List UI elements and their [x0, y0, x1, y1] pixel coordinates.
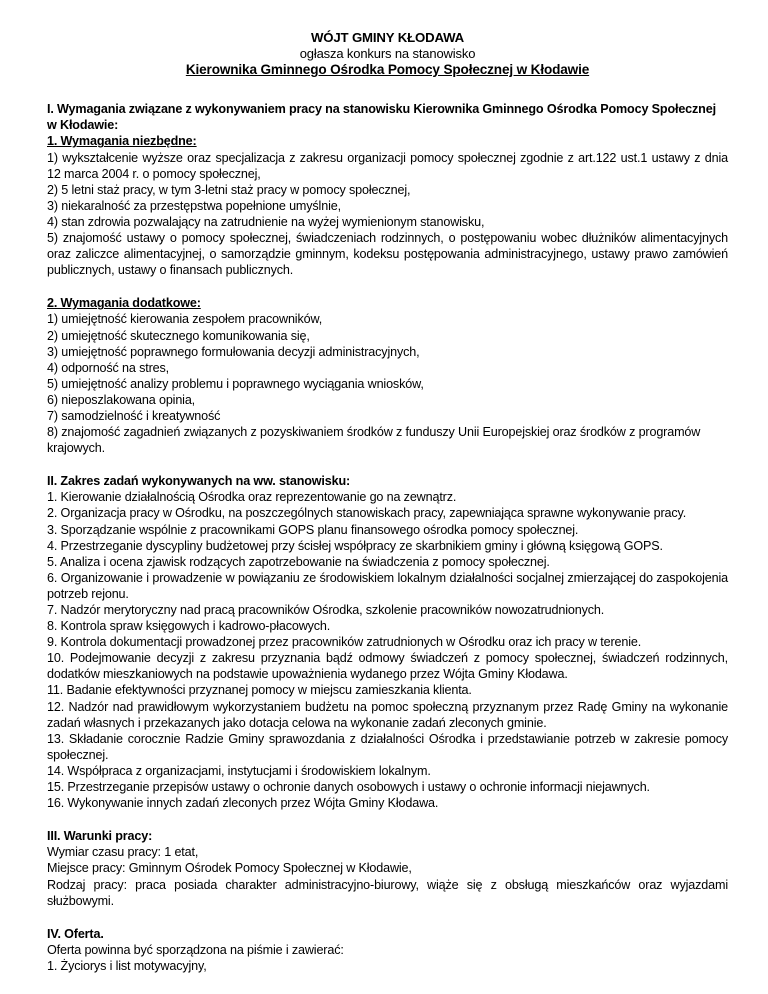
list-item: 16. Wykonywanie innych zadań zleconych przez Wójta Gminy Kłodawa. — [47, 796, 439, 811]
list-item: 15. Przestrzeganie przepisów ustawy o ochronie danych osobowych i ustawy o ochronie informacji niejawnych. — [47, 780, 650, 795]
list-item: 13. Składanie corocznie Radzie Gminy sprawozdania z działalności Ośrodka i przedstawianie potrzeb w zakresie pomocy społecznej. — [47, 731, 728, 762]
position-title: Kierownika Gminnego Ośrodka Pomocy Społecznej w Kłodawie — [185, 62, 590, 78]
list-item: 11. Badanie efektywności przyznanej pomocy w miejscu zamieszkania klienta. — [47, 683, 472, 698]
list-item: Rodzaj pracy: praca posiada charakter administracyjno-biurowy, wiąże się z obsługą mieszkańców oraz wyjazdami służbowymi. — [47, 877, 728, 908]
list-item: 4) stan zdrowia pozwalający na zatrudnienie na wyżej wymienionym stanowisku, — [47, 214, 485, 229]
section-work-conditions — [47, 828, 728, 908]
list-item: 2) 5 letni staż pracy, w tym 3-letni staż pracy w pomocy społecznej, — [47, 182, 411, 197]
list-item: 1) wykształcenie wyższe oraz specjalizacja z zakresu organizacji pomocy społecznej zgodnie z art.122 ust.1 ustawy z dnia 12 marca 2004 r. o pomocy społecznej, — [47, 150, 728, 181]
list-item: 7) samodzielność i kreatywność — [47, 408, 221, 423]
section-additional-requirements — [47, 295, 728, 456]
document-subtitle: ogłasza konkurs na stanowisko — [299, 46, 476, 62]
list-item: 6. Organizowanie i prowadzenie w powiązaniu ze środowiskiem lokalnym działalności socjalnej zmierzającej do zaspokojenia potrzeb rejonu. — [47, 570, 728, 601]
section-heading: II. Zakres zadań wykonywanych na ww. stanowisku: — [47, 474, 351, 489]
section-requirements — [47, 101, 728, 278]
section-heading: IV. Oferta. — [47, 926, 104, 941]
list-item: 1) umiejętność kierowania zespołem pracowników, — [47, 312, 323, 327]
list-item: 5) znajomość ustawy o pomocy społecznej, świadczeniach rodzinnych, o postępowaniu wobec dłużników alimentacyjnych oraz zaliczce alimentacyjnej, o samorządzie gminnym, kodeksu postępowania administracyjnego, ustawy prawo zamówień publicznych, ustawy o finansach publicznych. — [47, 231, 728, 278]
list-item: Miejsce pracy: Gminnym Ośrodek Pomocy Społecznej w Kłodawie, — [47, 861, 412, 876]
section-heading: I. Wymagania związane z wykonywaniem pracy na stanowisku Kierownika Gminnego Ośrodka Pomocy Społecznej w Kłodawie: — [47, 102, 716, 133]
subsection-heading: 2. Wymagania dodatkowe: — [47, 296, 201, 311]
list-item: 5) umiejętność analizy problemu i poprawnego wyciągania wniosków, — [47, 376, 424, 391]
list-item: 5. Analiza i ocena zjawisk rodzących zapotrzebowanie na świadczenia z pomocy społecznej. — [47, 554, 550, 569]
list-item: 1. Kierowanie działalnością Ośrodka oraz reprezentowanie go na zewnątrz. — [47, 490, 457, 505]
section-offer — [47, 926, 728, 974]
section-tasks — [47, 473, 728, 811]
list-item: 1. Życiorys i list motywacyjny, — [47, 958, 207, 973]
list-item: Wymiar czasu pracy: 1 etat, — [47, 845, 199, 860]
list-item: 2) umiejętność skutecznego komunikowania się, — [47, 328, 310, 343]
list-item: 2. Organizacja pracy w Ośrodku, na poszczególnych stanowiskach pracy, zapewniająca sprawne wykonywanie pracy. — [47, 506, 687, 521]
section-heading: III. Warunki pracy: — [47, 829, 153, 844]
list-item: 4) odporność na stres, — [47, 360, 170, 375]
list-item: 10. Podejmowanie decyzji z zakresu przyznania bądź odmowy świadczeń z pomocy społecznej, świadczeń rodzinnych, dodatków mieszkaniowych na podstawie upoważnienia wydanego przez Wójta Gminy Kłodawa. — [47, 651, 728, 682]
subsection-heading: 1. Wymagania niezbędne: — [47, 134, 197, 149]
list-item: 7. Nadzór merytoryczny nad pracą pracowników Ośrodka, szkolenie pracowników nowozatrudnionych. — [47, 603, 605, 617]
list-item: 3) niekaralność za przestępstwa popełnione umyślnie, — [47, 198, 341, 213]
list-item: 9. Kontrola dokumentacji prowadzonej przez pracowników zatrudnionych w Ośrodku oraz ich pracy w terenie. — [47, 635, 642, 650]
list-item: 8) znajomość zagadnień związanych z pozyskiwaniem środków z funduszy Unii Europejskiej oraz środków z programów krajowych. — [47, 425, 701, 456]
list-item: 6) nieposzlakowana opinia, — [47, 392, 196, 407]
document-title: WÓJT GMINY KŁODAWA — [310, 30, 465, 45]
offer-intro: Oferta powinna być sporządzona na piśmie i zawierać: — [47, 942, 344, 957]
list-item: 14. Współpraca z organizacjami, instytucjami i środowiskiem lokalnym. — [47, 763, 431, 778]
list-item: 3. Sporządzanie wspólnie z pracownikami GOPS planu finansowego ośrodka pomocy społecznej. — [47, 522, 579, 537]
list-item: 4. Przestrzeganie dyscypliny budżetowej przy ścisłej współpracy ze skarbnikiem gminy i główną księgową GOPS. — [47, 538, 663, 553]
list-item: 12. Nadzór nad prawidłowym wykorzystaniem budżetu na pomoc społeczną przyznanym przez Radę Gminy na wykonanie zadań własnych i przekazanych jako dotacja celowa na wykonanie zadań zleconych gminie. — [47, 699, 728, 730]
list-item: 3) umiejętność poprawnego formułowania decyzji administracyjnych, — [47, 344, 420, 359]
list-item: 8. Kontrola spraw księgowych i kadrowo-płacowych. — [47, 619, 331, 634]
